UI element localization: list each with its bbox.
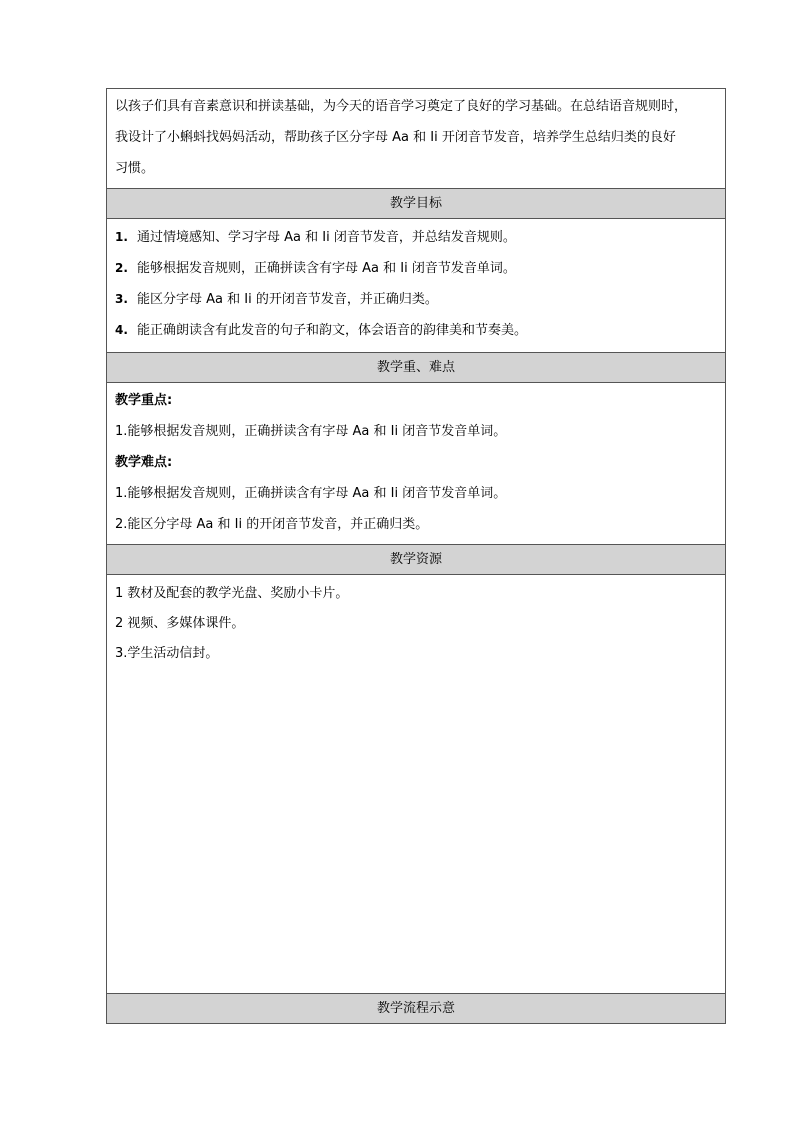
resources-row xyxy=(107,575,726,994)
lesson-plan-sheet xyxy=(106,88,726,1024)
focus-label: 教学重点: xyxy=(115,393,173,408)
resource-item: 1 教材及配套的教学光盘、奖励小卡片。 xyxy=(115,586,349,601)
objective-item xyxy=(115,315,717,346)
objectives-cell xyxy=(107,219,726,353)
resources-header: 教学资源 xyxy=(107,545,726,575)
flow-header: 教学流程示意 xyxy=(107,994,726,1024)
key-points-header: 教学重、难点 xyxy=(107,353,726,383)
objectives-header: 教学目标 xyxy=(107,189,726,219)
objective-text: 通过情境感知、学习字母 Aa 和 Ii 闭音节发音，并总结发音规则。 xyxy=(137,230,516,245)
objectives-row xyxy=(107,219,726,353)
key-points-cell xyxy=(107,383,726,545)
resources-cell xyxy=(107,575,726,994)
intro-row xyxy=(107,89,726,189)
objective-number: 4. xyxy=(115,323,128,337)
lesson-plan-table xyxy=(106,88,726,1024)
difficulty-label: 教学难点: xyxy=(115,455,173,470)
flow-header-row xyxy=(107,994,726,1024)
intro-line: 习惯。 xyxy=(115,161,155,176)
resources-header-row xyxy=(107,545,726,575)
resource-item: 3.学生活动信封。 xyxy=(115,646,219,661)
focus-item: 1.能够根据发音规则，正确拼读含有字母 Aa 和 Ii 闭音节发音单词。 xyxy=(115,424,507,439)
difficulty-item: 2.能区分字母 Aa 和 Ii 的开闭音节发音，并正确归类。 xyxy=(115,517,429,532)
objective-item xyxy=(115,253,717,284)
resource-item: 2 视频、多媒体课件。 xyxy=(115,616,245,631)
objective-text: 能区分字母 Aa 和 Ii 的开闭音节发音，并正确归类。 xyxy=(137,292,438,307)
objectives-header-row xyxy=(107,189,726,219)
key-points-row xyxy=(107,383,726,545)
objective-number: 1. xyxy=(115,230,128,244)
objective-number: 3. xyxy=(115,292,128,306)
objective-number: 2. xyxy=(115,261,128,275)
objective-item xyxy=(115,222,717,253)
key-points-header-row xyxy=(107,353,726,383)
difficulty-item: 1.能够根据发音规则，正确拼读含有字母 Aa 和 Ii 闭音节发音单词。 xyxy=(115,486,507,501)
objective-text: 能够根据发音规则，正确拼读含有字母 Aa 和 Ii 闭音节发音单词。 xyxy=(137,261,516,276)
objective-text: 能正确朗读含有此发音的句子和韵文，体会语音的韵律美和节奏美。 xyxy=(137,323,528,338)
intro-line: 我设计了小蝌蚪找妈妈活动，帮助孩子区分字母 Aa 和 Ii 开闭音节发音，培养学生总结归类的良好 xyxy=(115,130,676,145)
intro-cell xyxy=(107,89,726,189)
objective-item xyxy=(115,284,717,315)
intro-line: 以孩子们具有音素意识和拼读基础，为今天的语音学习奠定了良好的学习基础。在总结语音规则时， xyxy=(115,99,688,114)
